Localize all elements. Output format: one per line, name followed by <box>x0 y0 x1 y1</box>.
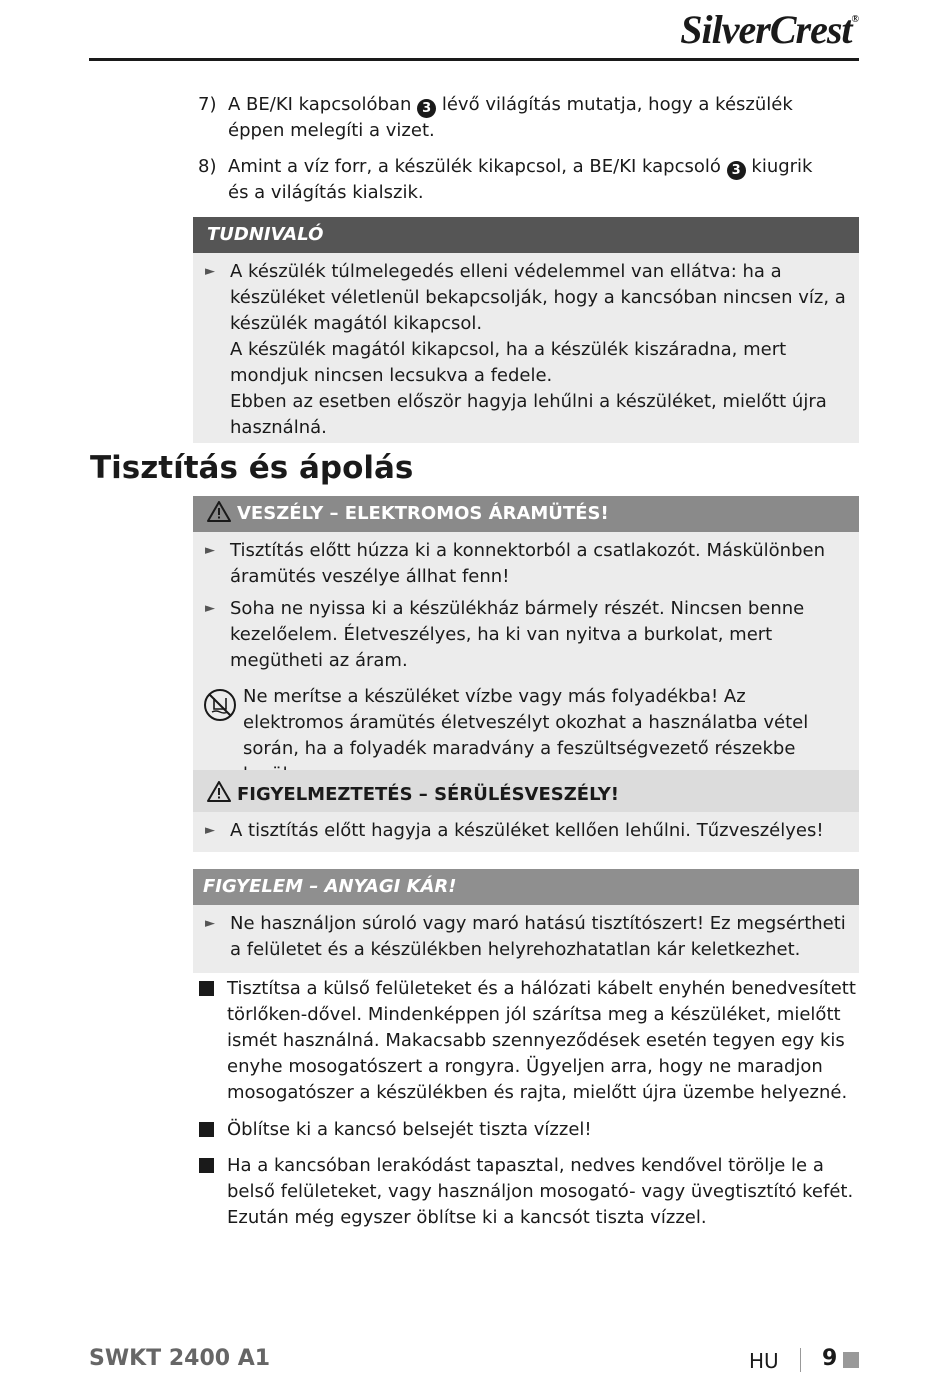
step-text: Amint a víz forr, a készülék kikapcsol, a BE/KI kapcsoló <box>228 156 721 177</box>
footer-language: HU <box>749 1349 779 1373</box>
page-number: 9 <box>822 1346 838 1371</box>
danger-title: VESZÉLY – ELEKTROMOS ÁRAMÜTÉS! <box>237 503 609 524</box>
square-bullet-icon <box>199 1122 214 1137</box>
caution-body <box>193 905 859 973</box>
instruction-item <box>199 976 859 1106</box>
step-text: A BE/KI kapcsolóban <box>228 94 412 115</box>
note-item <box>203 259 849 441</box>
step-item <box>198 92 838 144</box>
warning-item <box>203 818 849 844</box>
section-title: Tisztítás és ápolás <box>90 450 414 486</box>
danger-item-text: Tisztítás előtt húzza ki a konnektorból a csatlakozót. Máskülönben áramütés veszélye állhat fenn! <box>230 540 825 587</box>
caution-title: FIGYELEM – ANYAGI KÁR! <box>193 869 859 905</box>
warning-item-text: A tisztítás előtt hagyja a készüléket kellően lehűlni. Tűzveszélyes! <box>230 820 824 841</box>
square-bullet-icon <box>199 1158 214 1173</box>
danger-body <box>193 532 859 798</box>
step-text: lévő világítás mutatja, hogy a készülék éppen melegíti a vizet. <box>228 94 793 141</box>
arrow-bullet-icon: ► <box>205 916 215 931</box>
note-line: A készülék túlmelegedés elleni védelemmel van ellátva: ha a készüléket véletlenül bekapcsolják, hogy a kancsóban nincsen víz, a készülék magától kikapcsol. <box>230 261 846 334</box>
caution-item-text: Ne használjon súroló vagy maró hatású tisztítószert! Ez megsértheti a felületet és a készülékben helyrehozhatatlan kár keletkezhet. <box>230 913 846 960</box>
footer-separator <box>800 1348 801 1372</box>
arrow-bullet-icon: ► <box>205 823 215 838</box>
warning-triangle-icon <box>207 496 231 532</box>
ref-circle: 3 <box>727 161 746 180</box>
note-line: Ebben az esetben először hagyja lehűlni a készüléket, mielőtt újra használná. <box>230 391 827 438</box>
step-number: 7) <box>198 94 217 115</box>
footer-model: SWKT 2400 A1 <box>89 1346 271 1371</box>
warning-title: FIGYELMEZTETÉS – SÉRÜLÉSVESZÉLY! <box>237 784 619 805</box>
note-box <box>193 217 859 443</box>
instruction-text: Tisztítsa a külső felületeket és a hálózati kábelt enyhén benedvesített törlőken-dővel. Mindenképpen jól szárítsa meg a készüléket, mielőtt ismét használná. Makacsabb szennyeződések esetén tegyen egy kis enyhe mosogatószert a rongyra. Ügyeljen arra, hogy ne maradjon mosogatószer a készülékben és rajta, mielőtt újra üzembe helyezné. <box>227 978 856 1103</box>
warning-triangle-icon <box>207 770 231 820</box>
warning-header <box>193 770 859 812</box>
arrow-bullet-icon: ► <box>205 601 215 616</box>
instruction-item <box>199 1153 859 1231</box>
note-title: TUDNIVALÓ <box>193 217 859 253</box>
caution-item <box>203 911 849 963</box>
instruction-text: Ha a kancsóban lerakódást tapasztal, nedves kendővel törölje le a belső felületeket, vagy használjon mosogató- vagy üvegtisztító kefét. Ezután még egyszer öblítse ki a kancsót tiszta vízzel. <box>227 1155 854 1228</box>
arrow-bullet-icon: ► <box>205 543 215 558</box>
warning-box <box>193 770 859 852</box>
caution-box <box>193 869 859 973</box>
note-body <box>193 253 859 443</box>
danger-header <box>193 496 859 532</box>
danger-item-text: Soha ne nyissa ki a készülékház bármely részét. Nincsen benne kezelőelem. Életveszélyes, ha ki van nyitva a burkolat, mert megütheti az áram. <box>230 598 805 671</box>
danger-item <box>203 538 849 590</box>
instruction-text: Öblítse ki a kancsó belsejét tiszta vízzel! <box>227 1119 592 1140</box>
step-text: kiugrik és a világítás kialszik. <box>228 156 813 203</box>
no-immersion-icon <box>203 688 237 730</box>
header-rule <box>89 58 859 61</box>
instruction-item <box>199 1117 859 1143</box>
arrow-bullet-icon: ► <box>205 264 215 279</box>
square-bullet-icon <box>199 981 214 996</box>
step-item <box>198 154 838 206</box>
immersion-text: Ne merítse a készüléket vízbe vagy más folyadékba! Az elektromos áramütés életveszélyt okozhat a használatba vétel során, ha a folyadék maradvány a feszültségvezető részekbe <box>243 686 809 759</box>
step-number: 8) <box>198 156 217 177</box>
danger-box <box>193 496 859 798</box>
ref-circle: 3 <box>417 99 436 118</box>
brand-logo: SilverCrest® <box>680 7 858 52</box>
note-line: A készülék magától kikapcsol, ha a készülék kiszáradna, mert mondjuk nincsen lecsukva a fedele. <box>230 339 787 386</box>
warning-body <box>193 812 859 852</box>
footer-square-icon <box>843 1352 859 1368</box>
danger-item <box>203 596 849 674</box>
